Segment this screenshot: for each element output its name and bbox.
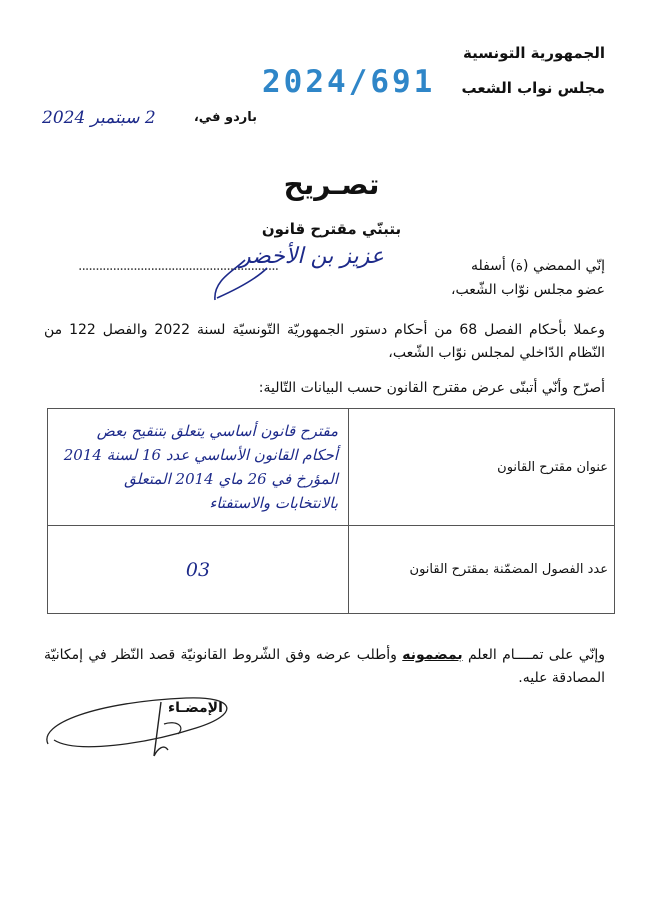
declarant-intro: إنّي الممضي (ة) أسفله — [470, 258, 605, 274]
row1-handwritten-value: مقترح قانون أساسي يتعلق بتنقيح بعض أحكام القانون الأساسي عدد 16 لسنة 2014 المؤرخ في 26 ماي 2014 المتعلق بالانتخابات والاستفتاء — [48, 409, 349, 526]
declarant-role: عضو مجلس نوّاب الشّعب، — [451, 282, 605, 298]
declaration-intro: أصرّح وأنّي أتبنّى عرض مقترح القانون حسب البيانات التّالية: — [258, 380, 605, 396]
row2-handwritten-value: 03 — [48, 526, 349, 614]
proposal-info-table — [47, 408, 615, 614]
name-flourish — [205, 250, 285, 310]
table-row-article-count — [48, 526, 615, 614]
document-title: تصـريح — [283, 168, 380, 201]
closing-prefix: وإنّي على تمــــام العلم — [462, 647, 605, 663]
row2-label: عدد الفصول المضمّنة بمقترح القانون — [349, 526, 615, 614]
table-row-title — [48, 409, 615, 526]
place-label: باردو في، — [193, 110, 257, 125]
document-subtitle: بتبنّي مقترح قانون — [261, 220, 402, 238]
header-republic: الجمهورية التونسية — [463, 44, 605, 62]
closing-suffix: وأطلب عرضه وفق الشّروط القانونيّة قصد النّظر في إمكانيّة المصادقة عليه. — [44, 647, 605, 686]
handwritten-name: عزيز بن الأخضر — [240, 244, 384, 269]
closing-emphasis: بمضمونه — [402, 647, 463, 663]
name-dots: .......................................................... — [78, 258, 279, 274]
signature-scribble — [36, 684, 246, 774]
signature-label: الإمضـاء — [168, 700, 223, 716]
legal-basis-paragraph: وعملا بأحكام الفصل 68 من أحكام دستور الجمهوريّة التّونسيّة لسنة 2022 والفصل 122 من النّظام الدّاخلي لمجلس نوّاب الشّعب، — [44, 322, 605, 361]
header-parliament: مجلس نواب الشعب — [461, 79, 605, 97]
handwritten-date: 2 سبتمبر 2024 — [42, 108, 156, 128]
registration-stamp: 2024/691 — [262, 64, 436, 100]
row1-label: عنوان مقترح القانون — [349, 409, 615, 526]
